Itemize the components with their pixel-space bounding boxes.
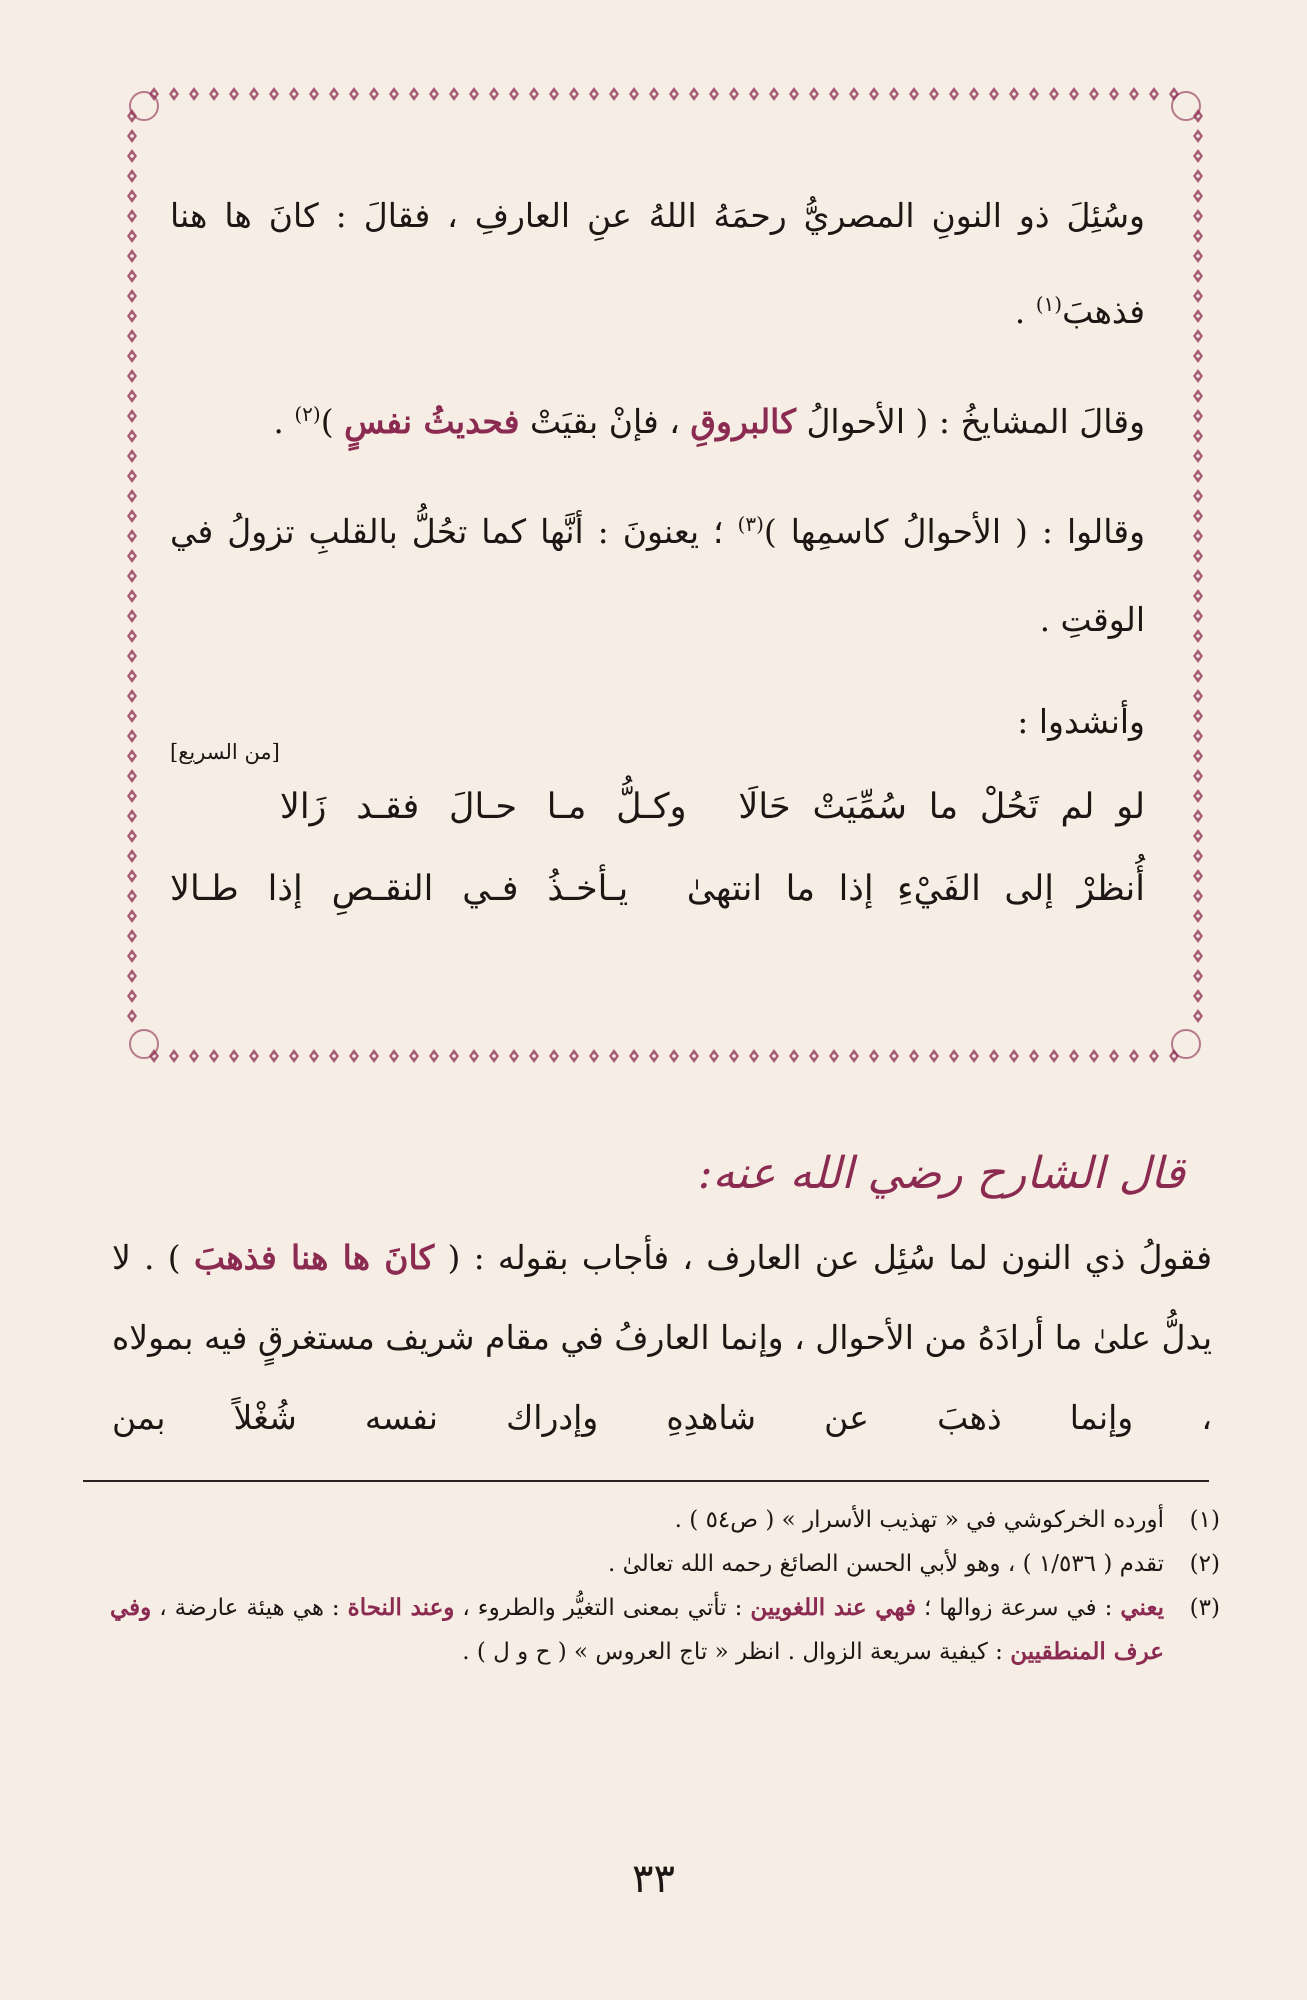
matn-text-block	[170, 172, 1145, 930]
meter-label: [من السريع]	[170, 740, 280, 764]
verse-2-second-hemistich: يـأخـذُ فـي النقـصِ إذا طـالا	[170, 869, 629, 909]
verse-line-1	[280, 766, 1145, 848]
highlight-quote: كانَ ها هنا فذهبَ	[193, 1238, 435, 1277]
footnote-ref-3[interactable]: (٣)	[737, 512, 764, 536]
footnote-divider	[83, 1480, 1209, 1482]
matn-paragraph-2: وقالَ المشايخُ : ( الأحوالُ كالبروقِ ، فإنْ بقيَتْ فحديثُ نفسٍ )$^{(٢)}$ .	[273, 402, 1145, 441]
footnotes	[110, 1498, 1220, 1674]
highlight-fahadith-nafs: فحديثُ نفسٍ	[344, 402, 520, 441]
verse-1-second-hemistich: وكـلُّ مـا حـالَ فقـد زَالا	[279, 787, 687, 827]
sharh-paragraph: فقولُ ذي النون لما سُئِل عن العارف ، فأجاب بقوله : ( كانَ ها هنا فذهبَ ) . لا يدلُّ علىٰ ما أرادَهُ من الأحوال ، وإنما العارفُ في مقام شريف مستغرقٍ فيه بمولاه ، وإنما ذهبَ عن شاهدِهِ وإدراك نفسه شُغْلاً بمن	[112, 1238, 1212, 1437]
footnote-number: (٣)	[1189, 1595, 1220, 1621]
matn-paragraph-4: وأنشدوا : [من السريع]	[170, 678, 1145, 766]
footnote-1	[110, 1498, 1220, 1542]
verse-2-first-hemistich: أُنظرْ إلى الفَيْءِ إذا ما انتهىٰ	[686, 869, 1145, 909]
footnote-ref-1[interactable]: (١)	[1035, 292, 1063, 316]
footnote-text: أورده الخركوشي في « تهذيب الأسرار » ( ص٥٤ ) .	[674, 1507, 1164, 1533]
footnote-ref-2[interactable]: (٢)	[294, 402, 321, 426]
verse-1-first-hemistich: لو لم تَحُلْ ما سُمِّيَتْ حَالَا	[738, 787, 1145, 827]
footnote-text: يعني : في سرعة زوالها ؛ فهي عند اللغويين : تأتي بمعنى التغيُّر والطروء ، وعند النحاة : هي هيئة عارضة ، وفي عرف المنطقيين : كيفية سريعة الزوال . انظر « تاج العروس » ( ح و ل ) .	[110, 1594, 1164, 1665]
footnote-3	[110, 1586, 1220, 1674]
footnote-number: (١)	[1189, 1507, 1220, 1533]
sharh-heading: قال الشارح رضي الله عنه:	[697, 1148, 1185, 1199]
highlight-kalburuq: كالبروقِ	[690, 402, 796, 441]
matn-paragraph-3: وقالوا : ( الأحوالُ كاسمِها )$^{(٣)}$ ؛ يعنونَ : أنَّها كما تحُلُّ بالقلبِ تزولُ في الوقتِ .	[170, 512, 1145, 639]
footnote-text: تقدم ( ١/٥٣٦ ) ، وهو لأبي الحسن الصائغ رحمه الله تعالىٰ .	[608, 1551, 1164, 1577]
footnote-2	[110, 1542, 1220, 1586]
footnote-number: (٢)	[1189, 1551, 1220, 1577]
sharh-commentary	[112, 1218, 1212, 1458]
matn-paragraph-1: وسُئِلَ ذو النونِ المصريُّ رحمَهُ اللهُ عنِ العارفِ ، فقالَ : كانَ ها هنا فذهبَ$^{(١)}$ .	[170, 196, 1145, 331]
verse-line-2	[170, 848, 1145, 930]
page-number: ٣٣	[632, 1856, 675, 1902]
